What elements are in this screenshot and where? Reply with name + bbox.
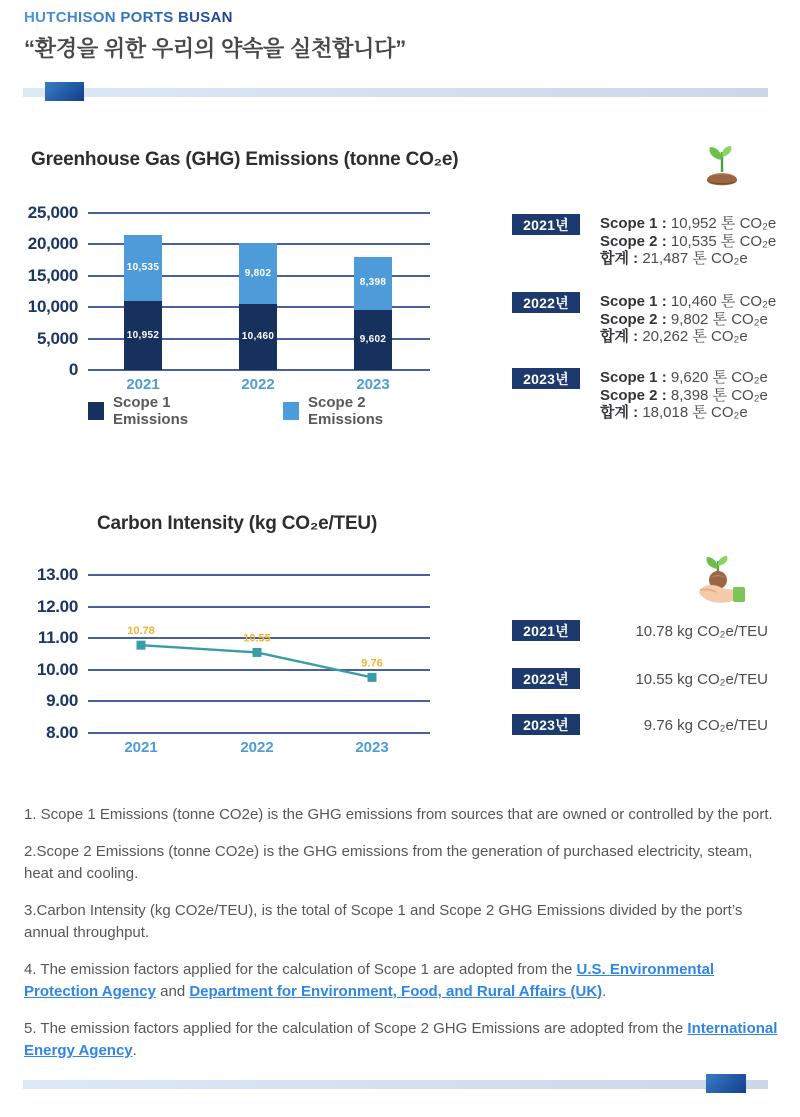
y-tick-label: 10,000 — [27, 297, 78, 317]
data-point-marker — [137, 641, 146, 650]
data-point-marker — [368, 673, 377, 682]
legend — [88, 394, 430, 428]
legend-label: Scope 1 Emissions — [113, 394, 189, 428]
emission-line-label: Scope 2 : — [600, 386, 671, 404]
year-badge: 2021년 — [512, 620, 580, 641]
emission-summary — [600, 215, 776, 268]
hand-holding-seedling-icon — [688, 556, 746, 613]
bottom-divider-bar — [23, 1080, 768, 1089]
emission-line-label: Scope 1 : — [600, 369, 671, 386]
emission-line-label: 합계 : — [600, 250, 643, 267]
emission-line — [600, 387, 768, 405]
footnote-text: 3.Carbon Intensity (kg CO2e/TEU), is the total of Scope 1 and Scope 2 GHG Emissions divided by the port’s annual throughput. — [24, 902, 743, 941]
year-badge: 2023년 — [512, 368, 580, 389]
year-badge: 2022년 — [512, 292, 580, 313]
x-tick-label: 2023 — [356, 376, 390, 393]
emission-line-label: Scope 2 : — [600, 310, 671, 328]
x-tick-label: 2021 — [124, 739, 158, 756]
y-tick-label: 12.00 — [36, 596, 78, 616]
data-point-label: 10.78 — [127, 625, 155, 638]
x-tick-label: 2022 — [241, 376, 275, 393]
x-tick-label: 2023 — [355, 739, 389, 756]
intensity-chart-title: Carbon Intensity (kg CO₂e/TEU) — [97, 513, 378, 534]
emission-line-value: 18,018 톤 CO₂e — [642, 404, 748, 421]
y-tick-label: 13.00 — [36, 565, 78, 584]
emission-line-label: Scope 1 : — [600, 293, 671, 310]
footnote-text: 1. Scope 1 Emissions (tonne CO2e) is the GHG emissions from sources that are owned or controlled by the port. — [24, 806, 773, 823]
bar-value-label: 10,535 — [126, 262, 160, 274]
footnote-text: 5. The emission factors applied for the calculation of Scope 2 GHG Emissions are adopted from the — [24, 1020, 688, 1037]
emission-line-value: 8,398 톤 CO₂e — [670, 386, 768, 404]
legend-swatch-scope2 — [283, 402, 299, 420]
bar-value-label: 10,460 — [241, 331, 275, 343]
emission-line-label: Scope 2 : — [600, 232, 671, 250]
legend-label: Scope 2 Emissions — [308, 394, 384, 428]
year-badge: 2021년 — [512, 214, 580, 235]
emission-line-value: 10,952 톤 CO₂e — [670, 215, 777, 232]
gridline — [88, 212, 430, 214]
intensity-value: 10.55 kg CO₂e/TEU — [635, 671, 768, 688]
legend-item — [88, 394, 235, 428]
emission-line — [600, 369, 768, 387]
emission-summary — [600, 293, 776, 346]
y-tick-label: 20,000 — [27, 234, 78, 254]
y-tick-label: 25,000 — [27, 203, 78, 222]
y-tick-label: 5,000 — [36, 328, 78, 348]
year-badge: 2022년 — [512, 668, 580, 689]
emission-line — [600, 215, 776, 233]
footnote — [24, 804, 778, 826]
x-tick-label: 2021 — [126, 376, 160, 393]
ghg-chart-title: Greenhouse Gas (GHG) Emissions (tonne CO₂e) — [31, 149, 459, 170]
y-tick-label: 11.00 — [37, 628, 78, 648]
emission-line — [600, 233, 776, 251]
emission-line — [600, 311, 776, 329]
trend-line-svg — [88, 553, 430, 755]
intensity-value: 10.78 kg CO₂e/TEU — [635, 623, 768, 640]
y-tick-label: 0 — [68, 360, 78, 379]
emission-line-value: 10,535 톤 CO₂e — [670, 232, 777, 250]
footnotes — [24, 804, 778, 1077]
emission-line-label: Scope 1 : — [600, 215, 671, 232]
footnote-text: and — [155, 983, 190, 1000]
y-tick-label: 9.00 — [46, 691, 78, 711]
footnote — [24, 1018, 778, 1062]
intensity-value: 9.76 kg CO₂e/TEU — [643, 717, 768, 734]
bottom-divider-accent — [706, 1074, 746, 1093]
emission-line — [600, 250, 776, 268]
emission-line-value: 20,262 톤 CO₂e — [642, 328, 748, 345]
footnote-text: . — [132, 1042, 137, 1059]
footnote-text: 4. The emission factors applied for the calculation of Scope 1 are adopted from the — [24, 961, 577, 978]
emission-line-value: 9,620 톤 CO₂e — [670, 369, 768, 386]
emission-line — [600, 293, 776, 311]
top-divider-accent — [45, 82, 84, 101]
page-subtitle: “환경을 위한 우리의 약속을 실천합니다” — [24, 36, 407, 61]
footnote-link[interactable]: International Energy Agency — [24, 1020, 778, 1059]
top-divider-bar — [23, 88, 768, 97]
footnote-link[interactable]: Department for Environment, Food, and Rural Affairs (UK) — [189, 983, 603, 1000]
emission-summary — [600, 369, 768, 422]
bar-value-label: 9,602 — [359, 333, 387, 345]
legend-item — [283, 394, 430, 428]
footnote-text: . — [602, 983, 607, 1000]
footnote — [24, 959, 778, 1003]
footnote-link[interactable]: U.S. Environmental Protection Agency — [24, 961, 715, 1000]
seedling-icon — [702, 145, 742, 194]
data-point-label: 10.55 — [243, 632, 271, 645]
emission-line-value: 9,802 톤 CO₂e — [670, 310, 768, 328]
emission-line — [600, 328, 776, 346]
footnote — [24, 841, 778, 885]
legend-swatch-scope1 — [88, 402, 104, 420]
data-point-label: 9.76 — [361, 657, 383, 670]
data-point-marker — [253, 648, 262, 657]
footnote-text: 2.Scope 2 Emissions (tonne CO2e) is the GHG emissions from the generation of purchased electricity, steam, heat and cooling. — [24, 843, 753, 882]
emission-line — [600, 404, 768, 422]
brand-title: HUTCHISON PORTS BUSAN — [24, 9, 233, 26]
x-tick-label: 2022 — [240, 739, 274, 756]
emission-line-value: 21,487 톤 CO₂e — [642, 250, 748, 267]
y-tick-label: 8.00 — [46, 723, 78, 742]
emission-line-label: 합계 : — [600, 404, 643, 421]
bar-value-label: 9,802 — [244, 267, 272, 279]
emission-line-value: 10,460 톤 CO₂e — [670, 293, 777, 310]
bar-value-label: 10,952 — [126, 329, 160, 341]
footnote — [24, 900, 778, 944]
year-badge: 2023년 — [512, 714, 580, 735]
bar-value-label: 8,398 — [359, 277, 387, 289]
y-tick-label: 10.00 — [36, 659, 78, 679]
emission-line-label: 합계 : — [600, 328, 643, 345]
y-tick-label: 15,000 — [27, 265, 78, 285]
